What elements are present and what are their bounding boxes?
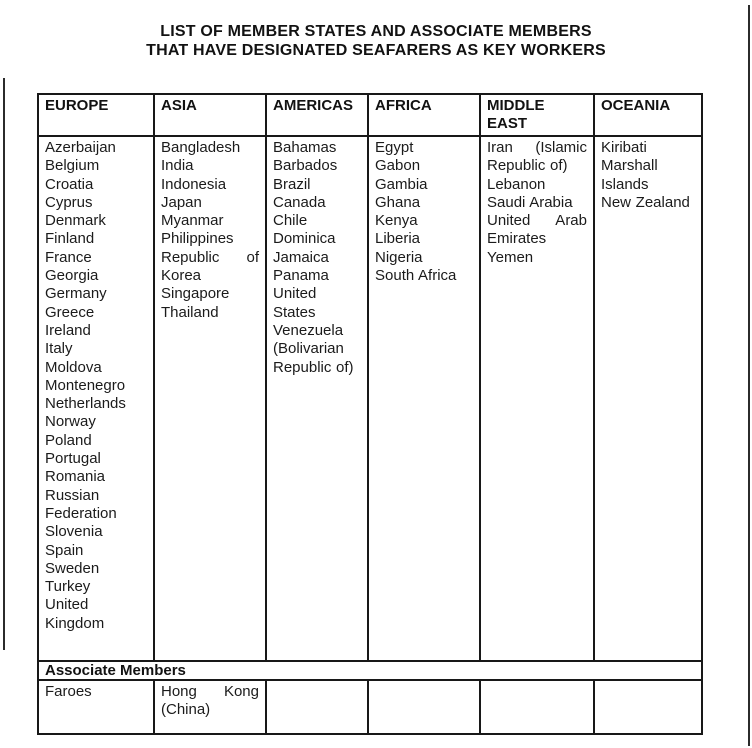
country-name: Denmark	[45, 212, 106, 230]
region-column-oceania	[594, 136, 702, 661]
country-name: Philippines	[161, 230, 234, 248]
country-name: Bangladesh	[161, 139, 241, 156]
scan-edge-right	[748, 5, 750, 746]
country-name: Ireland	[45, 321, 91, 339]
associate-members-header-row	[38, 661, 702, 680]
region-column-africa	[368, 136, 480, 661]
country-name: Moldova	[45, 358, 102, 376]
region-column-asia	[154, 136, 266, 661]
column-header-europe: EUROPE	[38, 94, 154, 136]
country-name: United States	[273, 285, 317, 321]
country-name: Norway	[45, 413, 96, 431]
country-name: Belgium	[45, 157, 100, 175]
associate-member-cell-middle-east	[480, 680, 594, 734]
country-name: Finland	[45, 230, 95, 248]
country-name: Canada	[273, 193, 326, 211]
country-name: Marshall Islands	[601, 157, 658, 193]
country-name: Kiribati	[601, 139, 647, 156]
column-header-americas: AMERICAS	[266, 94, 368, 136]
country-name: Republic of Korea	[161, 248, 259, 285]
country-name: Gambia	[375, 175, 428, 193]
region-column-americas	[266, 136, 368, 661]
country-name: Lebanon	[487, 175, 546, 193]
column-header-africa: AFRICA	[368, 94, 480, 136]
country-name: Germany	[45, 285, 107, 303]
country-name: Indonesia	[161, 175, 227, 193]
country-name: Spain	[45, 541, 84, 559]
country-name: Netherlands	[45, 395, 126, 413]
country-name: Gabon	[375, 157, 421, 175]
associate-members-label: Associate Members	[38, 661, 702, 680]
country-name: Thailand	[161, 303, 219, 321]
column-header-middle-east: MIDDLE EAST	[480, 94, 594, 136]
country-name: France	[45, 248, 92, 266]
country-name: Panama	[273, 267, 329, 285]
country-name: Liberia	[375, 230, 421, 248]
associate-member-cell-americas	[266, 680, 368, 734]
country-name: Myanmar	[161, 212, 224, 230]
associate-member-name: Faroes	[45, 683, 92, 700]
country-name: Azerbaijan	[45, 139, 116, 156]
associate-member-cell-oceania	[594, 680, 702, 734]
associate-member-cell-asia	[154, 680, 266, 734]
country-name: Jamaica	[273, 248, 329, 266]
country-name: Turkey	[45, 578, 91, 596]
country-name: Japan	[161, 193, 202, 211]
country-name: Cyprus	[45, 193, 93, 211]
page-title	[0, 0, 752, 60]
country-name: Russian Federation	[45, 486, 117, 522]
country-name: India	[161, 157, 194, 175]
associate-member-name: Hong Kong (China)	[161, 683, 259, 719]
country-name: Yemen	[487, 248, 534, 266]
country-name: Romania	[45, 468, 106, 486]
associate-members-row	[38, 680, 702, 734]
member-states-table	[37, 93, 703, 735]
country-name: Singapore	[161, 285, 230, 303]
country-name: New Zealand	[601, 193, 690, 211]
country-name: Portugal	[45, 450, 101, 468]
region-column-middle-east	[480, 136, 594, 661]
country-name: Montenegro	[45, 376, 126, 394]
country-name: Kenya	[375, 212, 418, 230]
country-name: Italy	[45, 340, 73, 358]
page-title-line-2: THAT HAVE DESIGNATED SEAFARERS AS KEY WORKERS	[146, 42, 606, 59]
region-column-europe	[38, 136, 154, 661]
country-name: Brazil	[273, 175, 311, 193]
associate-member-cell-europe	[38, 680, 154, 734]
country-name: South Africa	[375, 267, 457, 285]
country-name: Greece	[45, 303, 95, 321]
country-name: Ghana	[375, 193, 421, 211]
country-name: Georgia	[45, 267, 99, 285]
member-states-row	[38, 136, 702, 661]
country-name: United Kingdom	[45, 596, 105, 632]
country-name: Croatia	[45, 175, 94, 193]
column-header-oceania: OCEANIA	[594, 94, 702, 136]
associate-member-cell-africa	[368, 680, 480, 734]
country-name: United Arab Emirates	[487, 212, 587, 248]
country-name: Bahamas	[273, 139, 337, 156]
country-name: Dominica	[273, 230, 336, 248]
country-name: Nigeria	[375, 248, 423, 266]
country-name: Barbados	[273, 157, 338, 175]
country-name: Venezuela (Bolivarian Republic of)	[273, 321, 354, 376]
page-title-line-1: LIST OF MEMBER STATES AND ASSOCIATE MEMBERS	[160, 23, 592, 40]
scan-edge-left	[3, 78, 5, 650]
country-name: Poland	[45, 431, 92, 449]
header-row	[38, 94, 702, 136]
country-name: Slovenia	[45, 523, 103, 541]
country-name: Saudi Arabia	[487, 193, 573, 211]
country-name: Iran (Islamic Republic of)	[487, 139, 587, 175]
country-name: Egypt	[375, 139, 414, 156]
country-name: Sweden	[45, 559, 100, 577]
country-name: Chile	[273, 212, 308, 230]
column-header-asia: ASIA	[154, 94, 266, 136]
